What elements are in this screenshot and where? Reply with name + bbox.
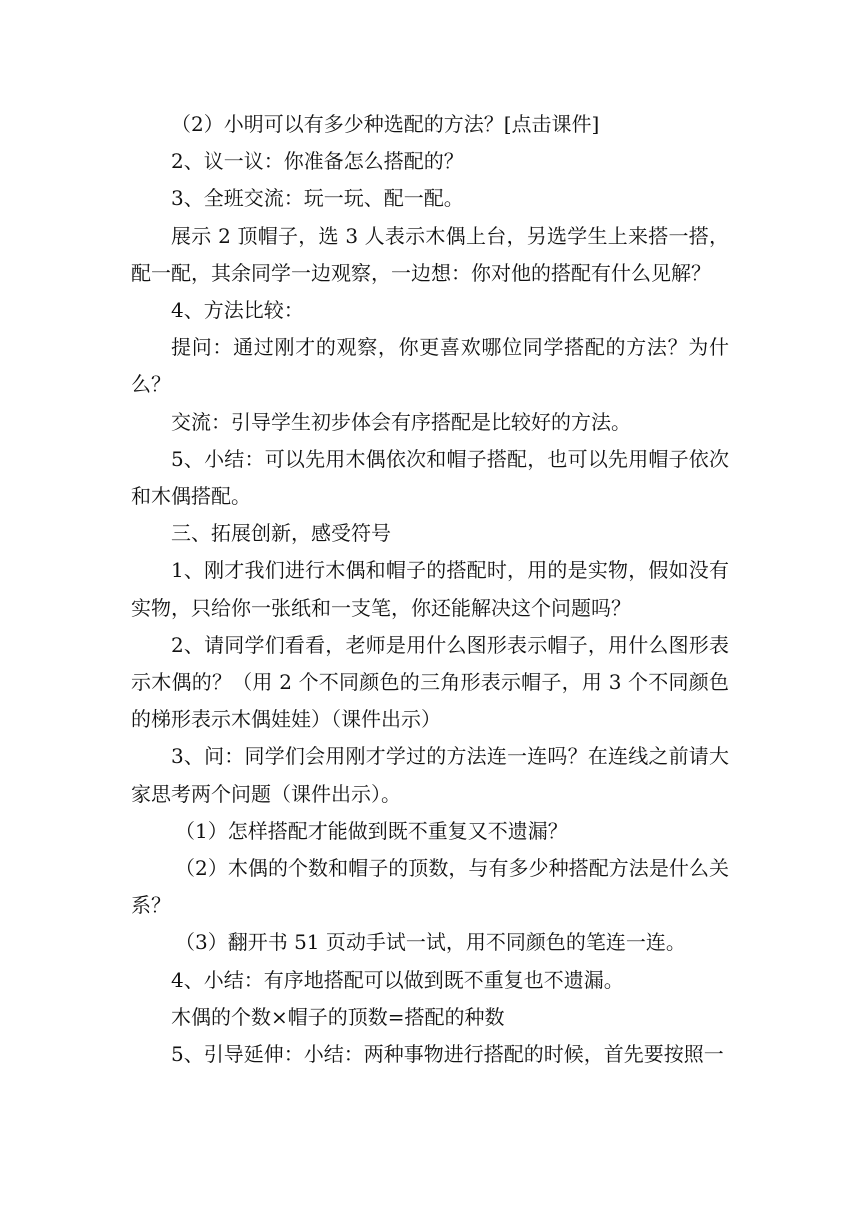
paragraph-item-3: 3、问：同学们会用刚才学过的方法连一连吗？在连线之前请大家思考两个问题（课件出示）。 (131, 744, 729, 806)
section-heading: 三、拓展创新，感受符号 (171, 521, 391, 546)
paragraph-item-2: 2、请同学们看看，老师是用什么图形表示帽子，用什么图形表示木偶的？（用 2 个不同颜色的三角形表示帽子，用 3 个不同颜色的梯形表示木偶娃娃）（课件出示） (131, 632, 729, 732)
paragraph-subquestion-3: （3）翻开书 51 页动手试一试，用不同颜色的笔连一连。 (175, 930, 686, 955)
paragraph-demonstration: 展示 2 顶帽子，选 3 人表示木偶上台，另选学生上来搭一搭，配一配，其余同学一边观察，一边想：你对他的搭配有什么见解？ (131, 223, 729, 285)
paragraph-extension: 5、引导延伸：小结：两种事物进行搭配的时候，首先要按照一 (171, 1042, 724, 1067)
paragraph-item-1: 1、刚才我们进行木偶和帽子的搭配时，用的是实物，假如没有实物，只给你一张纸和一支笔，你还能解决这个问题吗？ (131, 558, 729, 620)
paragraph-method-comparison: 4、方法比较： (171, 298, 304, 323)
paragraph-summary-2: 4、小结：有序地搭配可以做到既不重复也不遗漏。 (171, 967, 624, 992)
document-body (131, 106, 729, 1073)
paragraph-class-exchange: 3、全班交流：玩一玩、配一配。 (171, 186, 464, 211)
paragraph-question-prompt: 提问：通过刚才的观察，你更喜欢哪位同学搭配的方法？为什么？ (131, 335, 729, 397)
paragraph-formula: 木偶的个数×帽子的顶数=搭配的种数 (171, 1004, 505, 1029)
paragraph-question-2: （2）小明可以有多少种选配的方法？[点击课件] (171, 112, 600, 136)
paragraph-summary-1: 5、小结：可以先用木偶依次和帽子搭配，也可以先用帽子依次和木偶搭配。 (131, 446, 729, 509)
paragraph-discuss: 2、议一议：你准备怎么搭配的？ (171, 149, 464, 174)
paragraph-subquestion-2: （2）木偶的个数和帽子的顶数，与有多少种搭配方法是什么关系？ (131, 856, 729, 918)
paragraph-subquestion-1: （1）怎样搭配才能做到既不重复又不遗漏？ (175, 818, 568, 843)
paragraph-exchange-guide: 交流：引导学生初步体会有序搭配是比较好的方法。 (171, 409, 631, 434)
